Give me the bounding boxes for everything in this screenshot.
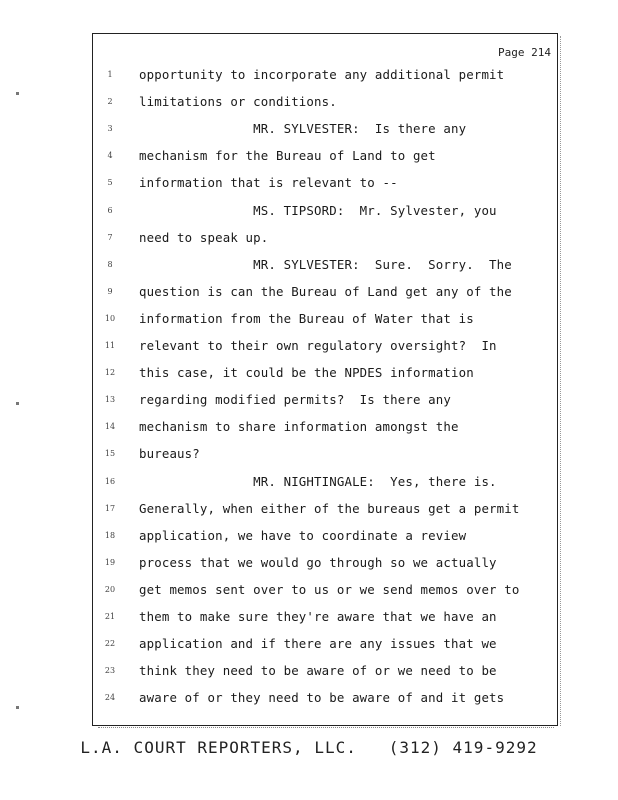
transcript-line [93, 472, 559, 492]
line-number: 21 [104, 612, 116, 621]
transcript-line [93, 119, 559, 139]
transcript-line [93, 417, 559, 437]
transcript-line [93, 526, 559, 546]
margin-mark [16, 706, 19, 709]
line-text: information from the Bureau of Water that is [139, 310, 474, 326]
transcript-line [93, 255, 559, 275]
line-text: application and if there are any issues that we [139, 636, 497, 652]
line-text: MS. TIPSORD: Mr. Sylvester, you [139, 202, 497, 218]
transcript-line [93, 444, 559, 464]
bottom-margin-dots [98, 727, 554, 729]
line-number: 10 [104, 313, 116, 323]
line-text: them to make sure they're aware that we have an [139, 609, 497, 624]
line-text: Generally, when either of the bureaus get a permit [139, 500, 520, 516]
line-number: 22 [104, 639, 116, 649]
line-text: aware of or they need to be aware of and it gets [139, 690, 505, 706]
line-text: limitations or conditions. [139, 94, 337, 110]
line-text: question is can the Bureau of Land get any of the [139, 283, 512, 299]
transcript-line [93, 553, 559, 573]
line-text: MR. SYLVESTER: Is there any [139, 121, 467, 137]
line-number: 14 [104, 422, 116, 432]
page-number: Page 214 [498, 46, 551, 59]
line-text: relevant to their own regulatory oversight? In [139, 338, 497, 353]
line-text: regarding modified permits? Is there any [139, 392, 452, 408]
margin-mark [16, 92, 19, 95]
line-number: 16 [104, 476, 116, 486]
transcript-line [93, 390, 559, 410]
line-text: bureaus? [139, 446, 200, 462]
line-number: 1 [107, 70, 113, 79]
margin-mark [16, 402, 19, 405]
transcript-line [93, 634, 559, 654]
transcript-line [93, 499, 559, 519]
reporter-footer: L.A. COURT REPORTERS, LLC. (312) 419-9292 [80, 738, 538, 757]
line-text: this case, it could be the NPDES information [139, 365, 474, 381]
transcript-line [93, 146, 559, 166]
transcript-line [93, 173, 559, 193]
line-text: MR. SYLVESTER: Sure. Sorry. The [139, 256, 512, 272]
transcript-line [93, 661, 559, 681]
line-number: 3 [107, 124, 113, 134]
line-text: need to speak up. [139, 229, 269, 245]
transcript-line [93, 607, 559, 627]
line-text: mechanism to share information amongst the [139, 419, 459, 435]
line-number: 12 [104, 368, 116, 378]
transcript-line [93, 580, 559, 600]
transcript-line [93, 282, 559, 302]
line-text: opportunity to incorporate any additional permit [139, 67, 505, 82]
line-number: 19 [104, 557, 116, 567]
line-text: application, we have to coordinate a review [139, 527, 467, 543]
line-number: 11 [104, 341, 116, 350]
line-number: 5 [107, 178, 113, 188]
line-text: mechanism for the Bureau of Land to get [139, 148, 436, 164]
transcript-line [93, 201, 559, 221]
right-margin-dots [560, 36, 563, 726]
transcript-line [93, 336, 559, 356]
transcript-line [93, 228, 559, 248]
line-text: information that is relevant to -- [139, 175, 398, 191]
transcript-line [93, 92, 559, 112]
line-number: 6 [107, 205, 113, 215]
line-number: 2 [107, 97, 113, 107]
line-number: 4 [107, 151, 113, 161]
transcript-line [93, 309, 559, 329]
line-text: think they need to be aware of or we need to be [139, 663, 497, 679]
line-text: MR. NIGHTINGALE: Yes, there is. [139, 473, 497, 489]
line-number: 8 [107, 259, 113, 269]
line-number: 13 [104, 395, 116, 405]
line-number: 18 [104, 530, 116, 540]
transcript-line [93, 688, 559, 708]
line-number: 15 [104, 449, 116, 459]
line-text: get memos sent over to us or we send memos over to [139, 581, 520, 597]
transcript-line [93, 363, 559, 383]
transcript-page [92, 33, 558, 726]
line-number: 17 [104, 503, 116, 513]
line-number: 24 [104, 693, 116, 703]
line-number: 9 [107, 286, 113, 296]
line-number: 23 [104, 666, 116, 676]
transcript-line [93, 65, 559, 85]
line-number: 7 [107, 232, 113, 242]
line-text: process that we would go through so we actually [139, 554, 497, 570]
line-number: 20 [104, 584, 116, 594]
